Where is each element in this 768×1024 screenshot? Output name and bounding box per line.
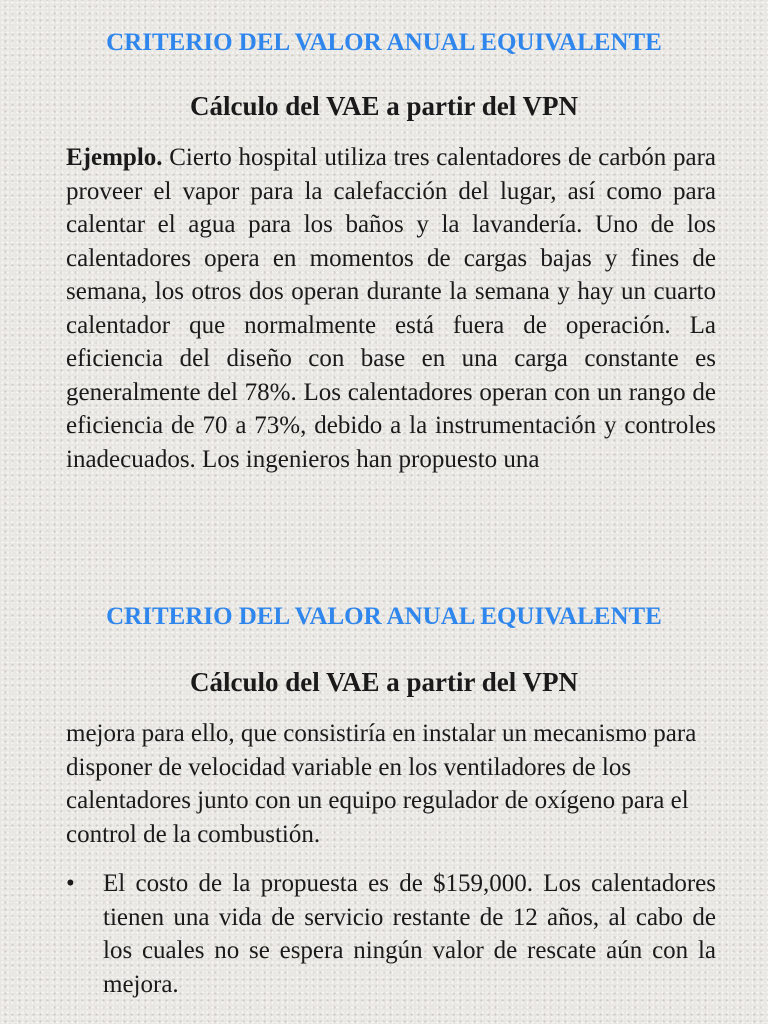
bullet-icon: •: [66, 870, 75, 897]
slide-title: CRITERIO DEL VALOR ANUAL EQUIVALENTE: [106, 29, 662, 56]
continuation-paragraph: mejora para ello, que consistiría en instalar un mecanismo para disponer de velocidad variable en los ventiladores de los calentadores junto con un equipo regulador de oxígeno para el control de la combustión.: [66, 720, 697, 848]
list-item: [66, 867, 716, 1001]
example-text: Cierto hospital utiliza tres calentadores de carbón para proveer el vapor para la calefacción del lugar, así como para calentar el agua para los baños y la lavandería. Uno de los calentadores opera en momentos de cargas bajas y fines de semana, los otros dos operan durante la semana y hay un cuarto calentador que normalmente está fuera de operación. La eficiencia del diseño con base en una carga constante es generalmente del 78%. Los calentadores operan con un rango de eficiencia de 70 a 73%, debido a la instrumentación y controles inadecuados. Los ingenieros han propuesto una: [66, 144, 716, 473]
slide-subtitle: Cálculo del VAE a partir del VPN: [189, 91, 579, 121]
example-paragraph: [66, 141, 716, 476]
slide-title: CRITERIO DEL VALOR ANUAL EQUIVALENTE: [106, 603, 662, 630]
slide-2: [0, 560, 768, 1024]
bullet-list: [66, 867, 716, 1001]
example-label: Ejemplo.: [66, 144, 163, 171]
bullet-text: El costo de la propuesta es de $159,000. Los calentadores tienen una vida de servicio restante de 12 años, al cabo de los cuales no se espera ningún valor de rescate aún con la mejora.: [103, 870, 716, 998]
slide-subtitle: Cálculo del VAE a partir del VPN: [189, 667, 579, 697]
